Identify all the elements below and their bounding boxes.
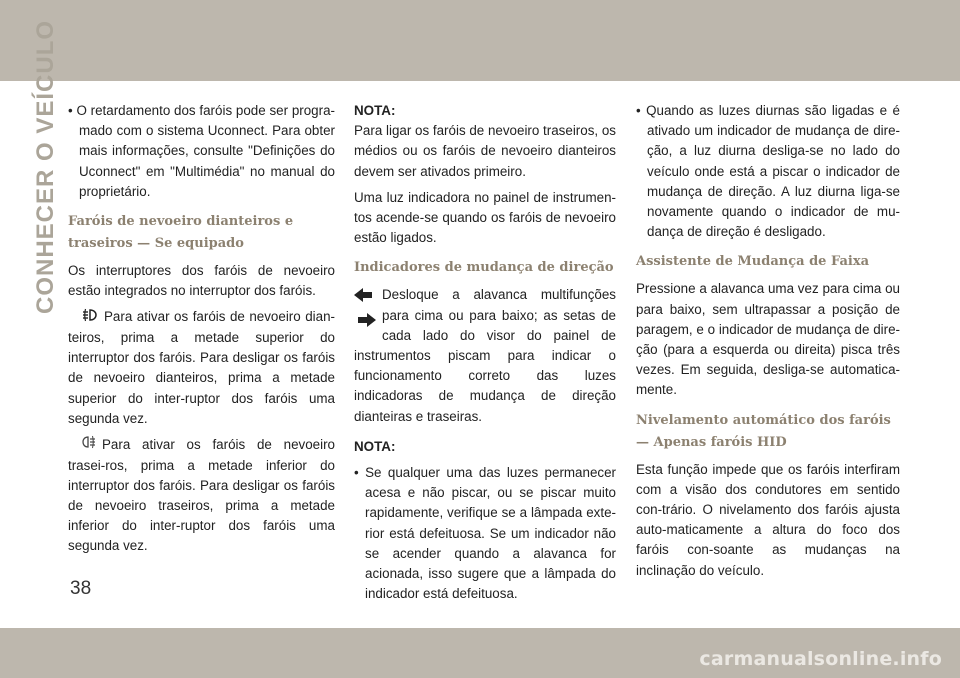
paragraph-nevoeiro-dianteiros xyxy=(68,307,335,429)
paragraph-assistente-faixa: Pressione a alavanca uma vez para cima ou para baixo, sem ultrapassar a posição de paragem, e o indicador de mudança de dire-ção (para a esquerda ou direita) pisca três vezes. Em seguida, desliga-se automatica-mente. xyxy=(636,281,900,398)
side-tab xyxy=(32,19,62,318)
heading-nivelamento: Nivelamento automático dos faróis — Apenas faróis HID xyxy=(636,412,891,450)
note-label-1: NOTA: xyxy=(354,103,396,118)
page-number: 38 xyxy=(70,578,92,599)
paragraph-luz-indicadora: Uma luz indicadora no painel de instrumen-tos acende-se quando os faróis de nevoeiro estão ligados. xyxy=(354,189,616,246)
note-label-2: NOTA: xyxy=(354,438,396,454)
column-1 xyxy=(68,101,335,563)
heading-farois-nevoeiro: Faróis de nevoeiro dianteiros e traseiros — Se equipado xyxy=(68,214,294,252)
paragraph-indicadores-text: Desloque a alavanca multifunções para cima ou para baixo; as setas de cada lado do visor do painel de instrumentos piscam para indicar o funcionamento correto das luzes indicadoras de mudança de direção dianteiras e traseiras. xyxy=(354,287,616,424)
paragraph-nevoeiro-dianteiros-text: Para ativar os faróis de nevoeiro dian-teiros, prima a metade superior do interruptor dos faróis. Para desligar os faróis de nevoeiro dianteiros, prima a metade superior do inter-ruptor dos faróis uma segunda vez. xyxy=(68,309,335,426)
bullet-luzes-diurnas: • Quando as luzes diurnas são ligadas e é ativado um indicador de mudança de dire-ção, a luz diurna desliga-se no lado do veículo onde está a piscar o indicador de mudança de direção. A luz diurna liga-se novamente quando o indicador de mu-dança de direção é desligado. xyxy=(636,101,900,242)
watermark: carmanualsonline.info xyxy=(699,648,942,670)
front-fog-light-icon xyxy=(82,308,98,328)
paragraph-nivelamento: Esta função impede que os faróis interfiram com a visão dos condutores em sentido con-trário. O nivelamento dos faróis ajusta auto-maticamente a altura do foco dos faróis con-soante as mudanças na inclinação do veículo. xyxy=(636,461,900,578)
header-band xyxy=(0,0,960,81)
side-tab-label: CONHECER O VEÍCULO xyxy=(32,19,59,314)
bullet-lampada-defeituosa: • Se qualquer uma das luzes permanecer acesa e não piscar, ou se piscar muito rapidamente, verifique se a lâmpada exte-rior está defeituosa. Se um indicador não se acender quando a alavanca for acionada, isso sugere que a lâmpada do indicador está defeituosa. xyxy=(354,463,616,604)
paragraph-nevoeiro-traseiros-text: Para ativar os faróis de nevoeiro trasei-ros, prima a metade inferior do interruptor dos faróis. Para desligar os faróis de nevoeiro traseiros, prima a metade inferior do inter-ruptor dos faróis uma segunda vez. xyxy=(68,436,335,554)
rear-fog-light-icon xyxy=(82,435,96,455)
paragraph-interruptores: Os interruptores dos faróis de nevoeiro estão integrados no interruptor dos faróis. xyxy=(68,263,335,299)
note-text-1: Para ligar os faróis de nevoeiro traseiros, os médios ou os faróis de nevoeiro dianteiros devem ser ativados primeiro. xyxy=(354,123,616,179)
heading-indicadores-direcao: Indicadores de mudança de direção xyxy=(354,260,614,276)
column-3 xyxy=(636,101,900,587)
turn-signal-arrows-icon xyxy=(354,287,376,331)
bullet-retardamento: • O retardamento dos faróis pode ser progra-mado com o sistema Uconnect. Para obter mais informações, consulte "Definições do Uconnect" em "Multimédia" no manual do proprietário. xyxy=(68,101,335,202)
paragraph-indicadores xyxy=(354,285,616,426)
column-2 xyxy=(354,101,616,610)
paragraph-nevoeiro-traseiros xyxy=(68,435,335,557)
heading-assistente-faixa: Assistente de Mudança de Faixa xyxy=(636,254,870,270)
